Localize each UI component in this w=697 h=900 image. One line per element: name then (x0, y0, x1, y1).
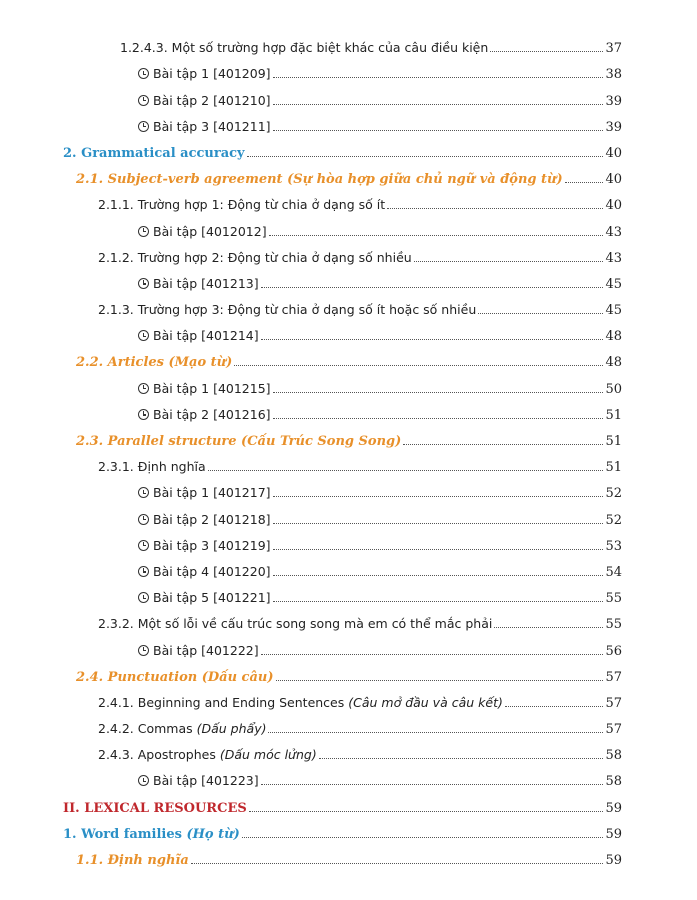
toc-entry-page: 38 (605, 67, 622, 83)
toc-entry-title: Bài tập 3 [401211] (153, 118, 271, 134)
table-of-contents (0, 30, 697, 868)
toc-entry[interactable] (0, 30, 697, 56)
toc-entry-label (138, 93, 271, 108)
toc-entry-page: 48 (605, 355, 622, 371)
toc-entry-title: II. LEXICAL RESOURCES (63, 800, 247, 816)
toc-entry-label (138, 276, 259, 291)
dot-leader (261, 654, 604, 655)
dot-leader (403, 444, 603, 445)
toc-entry-page: 58 (605, 774, 622, 790)
toc-entry-page: 53 (605, 538, 622, 554)
toc-entry-title: Bài tập 1 [401215] (153, 380, 271, 396)
dot-leader (273, 77, 604, 78)
toc-entry[interactable] (0, 475, 697, 501)
toc-entry-label (138, 224, 267, 239)
toc-entry-title: 2.1. Subject-verb agreement (Sự hòa hợp giữa chủ ngữ và động từ) (76, 172, 563, 188)
toc-entry-page: 39 (605, 93, 622, 109)
dot-leader (273, 130, 604, 131)
toc-entry-title: Bài tập [401222] (153, 642, 259, 658)
clock-icon (138, 540, 149, 551)
toc-entry-title: Bài tập [401213] (153, 275, 259, 291)
toc-entry-title: 2.3. Parallel structure (Cấu Trúc Song Song) (76, 434, 402, 449)
toc-entry-title: Bài tập 1 [401209] (153, 66, 271, 82)
toc-entry-subtitle: (Họ từ) (181, 826, 240, 842)
toc-entry-page: 45 (605, 303, 622, 319)
toc-entry-title: Bài tập [401214] (153, 328, 259, 344)
toc-entry-title: 1.2.4.3. Một số trường hợp đặc biệt khác của câu điều kiện (120, 40, 489, 56)
toc-entry-page: 52 (605, 486, 622, 502)
toc-entry-label (98, 616, 492, 631)
toc-entry-label (98, 197, 385, 212)
toc-entry-page: 59 (605, 853, 622, 868)
toc-entry[interactable] (0, 318, 697, 344)
toc-entry-label (76, 355, 232, 370)
toc-entry-label (138, 381, 271, 396)
toc-entry[interactable] (0, 711, 697, 737)
toc-entry-title: 2.1.3. Trường hợp 3: Động từ chia ở dạng số ít hoặc số nhiều (98, 302, 477, 318)
toc-entry-label (63, 146, 245, 161)
toc-entry-title: 2.4.1. Beginning and Ending Sentences (98, 694, 345, 710)
toc-entry[interactable] (0, 606, 697, 632)
clock-icon (138, 645, 149, 656)
toc-entry-page: 39 (605, 119, 622, 135)
toc-entry-page: 40 (605, 172, 622, 188)
toc-entry-title: 2.4. Punctuation (Dấu câu) (76, 669, 274, 685)
toc-entry-title: Bài tập 1 [401217] (153, 485, 271, 501)
toc-entry-title: 2. Grammatical accuracy (63, 145, 245, 161)
toc-entry-page: 51 (605, 407, 622, 423)
dot-leader (208, 470, 604, 471)
toc-entry-title: Bài tập 2 [401216] (153, 406, 271, 422)
clock-icon (138, 514, 149, 525)
clock-icon (138, 487, 149, 498)
toc-entry-label (98, 459, 206, 474)
toc-entry-label (120, 40, 488, 55)
toc-entry-title: Bài tập 2 [401210] (153, 92, 271, 108)
toc-entry-subtitle: (Câu mở đầu và câu kết) (344, 694, 503, 710)
toc-entry-title: 2.1.2. Trường hợp 2: Động từ chia ở dạng số nhiều (98, 249, 412, 265)
dot-leader (191, 863, 604, 864)
toc-entry-page: 58 (605, 748, 622, 764)
clock-icon (138, 68, 149, 79)
toc-entry[interactable] (0, 449, 697, 475)
toc-entry-label (76, 853, 189, 868)
toc-entry[interactable] (0, 659, 697, 685)
dot-leader (234, 365, 603, 366)
toc-entry-page: 37 (605, 41, 622, 57)
clock-icon (138, 383, 149, 394)
toc-entry-title: Bài tập 4 [401220] (153, 563, 271, 579)
toc-entry-title: 2.4.3. Apostrophes (98, 747, 216, 763)
toc-entry-label (76, 670, 274, 685)
dot-leader (490, 51, 603, 52)
toc-entry-page: 52 (605, 512, 622, 528)
dot-leader (249, 811, 604, 812)
toc-entry-label (138, 407, 271, 422)
toc-entry-label (76, 172, 563, 187)
toc-entry-label (138, 773, 259, 788)
dot-leader (273, 523, 604, 524)
toc-entry[interactable] (0, 370, 697, 396)
toc-entry[interactable] (0, 737, 697, 763)
clock-icon (138, 592, 149, 603)
dot-leader (242, 837, 604, 838)
toc-entry[interactable] (0, 109, 697, 135)
toc-entry-page: 48 (605, 329, 622, 345)
toc-entry[interactable] (0, 213, 697, 239)
toc-entry-label (63, 827, 240, 842)
toc-entry-title: 2.2. Articles (Mạo từ) (76, 355, 233, 371)
dot-leader (387, 208, 603, 209)
clock-icon (138, 278, 149, 289)
toc-entry-title: 2.3.2. Một số lỗi về cấu trúc song song mà em có thể mắc phải (98, 616, 493, 632)
toc-entry-label (138, 538, 271, 553)
toc-entry-title: Bài tập [4012012] (153, 223, 267, 239)
toc-entry-page: 56 (605, 643, 622, 659)
toc-entry-page: 43 (605, 224, 622, 240)
toc-entry-label (98, 721, 266, 736)
clock-icon (138, 775, 149, 786)
toc-entry-title: Bài tập 2 [401218] (153, 511, 271, 527)
dot-leader (565, 182, 604, 183)
dot-leader (273, 392, 604, 393)
dot-leader (261, 287, 604, 288)
toc-entry-label (98, 250, 412, 265)
toc-entry-page: 55 (605, 617, 622, 633)
clock-icon (138, 409, 149, 420)
toc-entry-label (138, 643, 259, 658)
toc-entry[interactable] (0, 685, 697, 711)
toc-entry-page: 57 (605, 722, 622, 738)
toc-entry[interactable] (0, 528, 697, 554)
toc-entry[interactable] (0, 344, 697, 370)
toc-entry-label (138, 590, 271, 605)
toc-entry-page: 45 (605, 276, 622, 292)
dot-leader (273, 496, 604, 497)
toc-entry-title: Bài tập 5 [401221] (153, 590, 271, 606)
toc-entry[interactable] (0, 501, 697, 527)
dot-leader (276, 680, 604, 681)
toc-entry-title: Bài tập [401223] (153, 773, 259, 789)
toc-entry[interactable] (0, 292, 697, 318)
toc-entry-subtitle: (Dấu móc lửng) (215, 747, 317, 763)
toc-entry-title: 2.4.2. Commas (98, 721, 193, 737)
toc-entry[interactable] (0, 763, 697, 789)
toc-entry-label (138, 485, 271, 500)
toc-entry[interactable] (0, 554, 697, 580)
toc-entry-title: 1. Word families (63, 826, 182, 842)
toc-entry-page: 57 (605, 669, 622, 685)
toc-entry-page: 40 (605, 198, 622, 214)
toc-entry-page: 59 (605, 800, 622, 816)
dot-leader (494, 627, 603, 628)
toc-entry-title: 1.1. Định nghĩa (76, 853, 189, 868)
toc-entry[interactable] (0, 397, 697, 423)
toc-entry-page: 43 (605, 250, 622, 266)
toc-entry-label (98, 302, 476, 317)
dot-leader (268, 732, 603, 733)
dot-leader (319, 758, 604, 759)
dot-leader (414, 261, 604, 262)
toc-entry[interactable] (0, 56, 697, 82)
toc-entry-label (138, 328, 259, 343)
toc-entry-label (76, 434, 401, 449)
toc-entry[interactable] (0, 266, 697, 292)
toc-entry-title: 2.3.1. Định nghĩa (98, 459, 206, 475)
toc-entry-page: 40 (605, 145, 622, 161)
toc-entry[interactable] (0, 161, 697, 187)
toc-entry[interactable] (0, 135, 697, 161)
dot-leader (261, 784, 604, 785)
toc-entry-page: 51 (605, 460, 622, 476)
toc-entry[interactable] (0, 240, 697, 266)
toc-entry-page: 59 (605, 826, 622, 842)
toc-entry-subtitle: (Dấu phẩy) (192, 721, 267, 737)
toc-entry[interactable] (0, 580, 697, 606)
toc-entry-page: 50 (605, 381, 622, 397)
dot-leader (273, 549, 604, 550)
toc-entry-page: 55 (605, 591, 622, 607)
dot-leader (269, 235, 604, 236)
dot-leader (273, 104, 604, 105)
toc-entry-title: Bài tập 3 [401219] (153, 537, 271, 553)
dot-leader (261, 339, 604, 340)
dot-leader (273, 601, 604, 602)
toc-entry-page: 57 (605, 695, 622, 711)
toc-entry[interactable] (0, 423, 697, 449)
toc-entry-label (138, 119, 271, 134)
toc-entry[interactable] (0, 842, 697, 868)
toc-entry-page: 54 (605, 564, 622, 580)
toc-entry[interactable] (0, 82, 697, 108)
toc-entry-label (98, 695, 503, 710)
toc-entry-label (138, 512, 271, 527)
clock-icon (138, 226, 149, 237)
dot-leader (505, 706, 604, 707)
toc-entry[interactable] (0, 816, 697, 842)
toc-entry[interactable] (0, 632, 697, 658)
clock-icon (138, 95, 149, 106)
toc-entry-label (98, 747, 317, 762)
toc-entry-title: 2.1.1. Trường hợp 1: Động từ chia ở dạng số ít (98, 197, 386, 213)
clock-icon (138, 330, 149, 341)
dot-leader (273, 418, 604, 419)
toc-entry[interactable] (0, 789, 697, 815)
toc-entry-page: 51 (605, 434, 622, 449)
clock-icon (138, 566, 149, 577)
clock-icon (138, 121, 149, 132)
toc-entry-label (138, 66, 271, 81)
toc-entry-label (63, 801, 247, 816)
dot-leader (478, 313, 603, 314)
dot-leader (247, 156, 604, 157)
dot-leader (273, 575, 604, 576)
toc-entry-label (138, 564, 271, 579)
toc-entry[interactable] (0, 187, 697, 213)
